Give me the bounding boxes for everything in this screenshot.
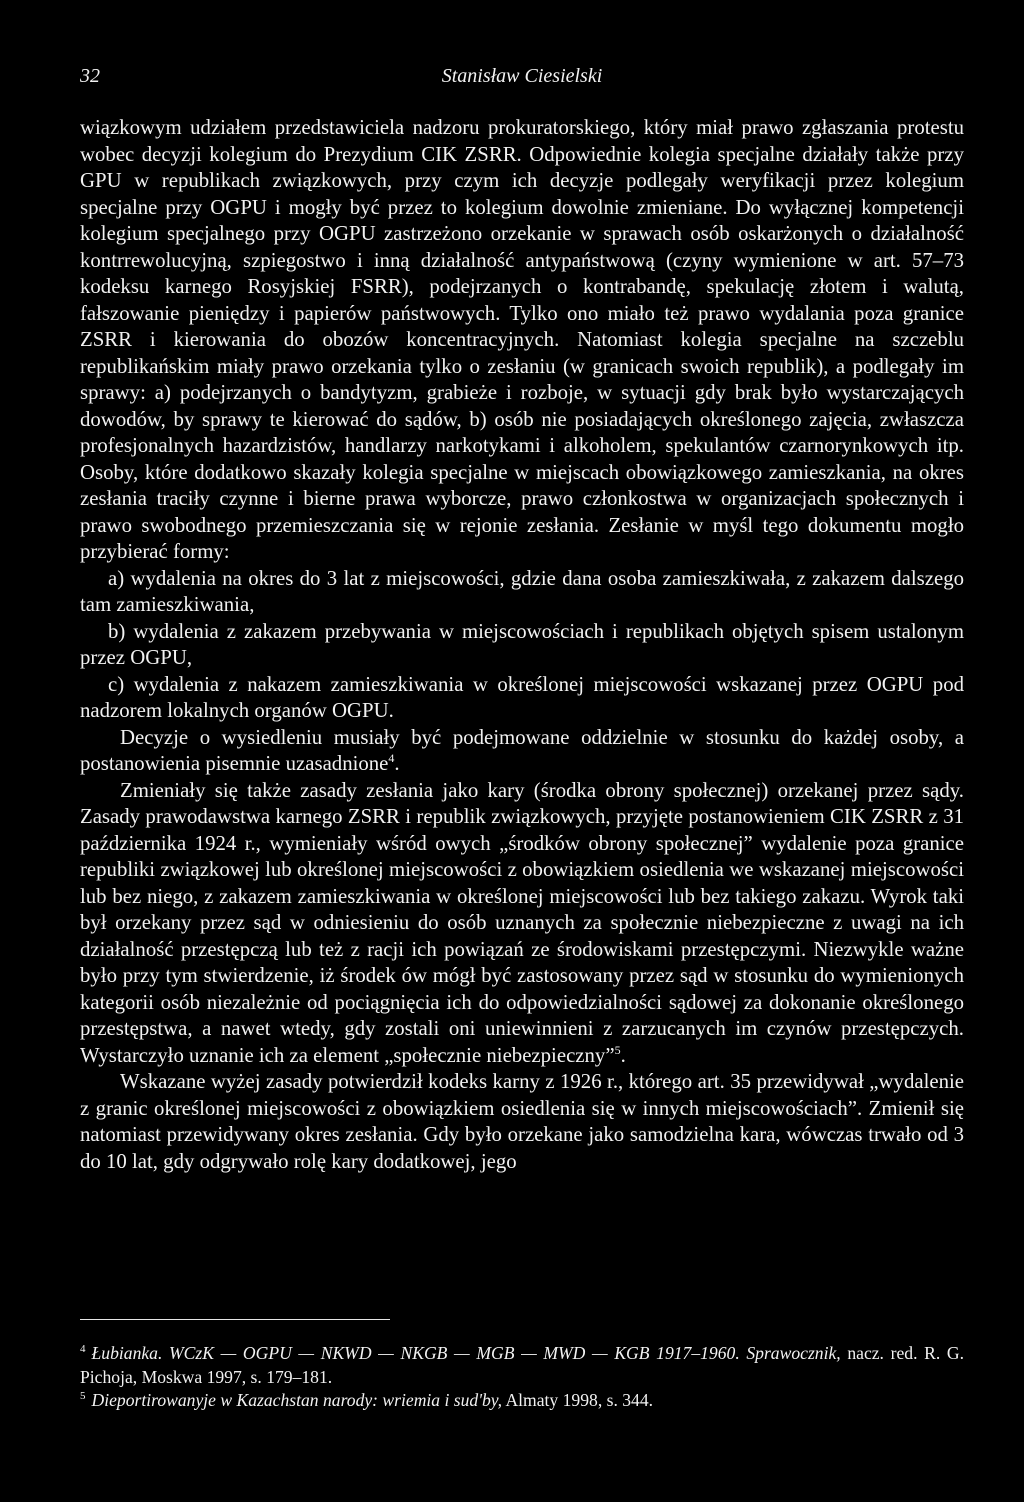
list-item-b: b) wydalenia z zakazem przebywania w miejscowościach i republikach objętych spisem ustalonym przez OGPU, <box>80 619 964 669</box>
footnote-5-mark: 5 <box>80 1390 86 1403</box>
list-item-c: c) wydalenia z nakazem zamieszkiwania w określonej miejscowości wskazanej przez OGPU pod nadzorem lokalnych organów OGPU. <box>80 672 964 722</box>
footnote-ref-5: 5 <box>614 1042 621 1057</box>
paragraph-exile-rules <box>80 778 964 1070</box>
paragraph-exile-rules-end: . <box>620 1043 626 1067</box>
list-item-a: a) wydalenia na okres do 3 lat z miejscowości, gdzie dana osoba zamieszkiwała, z zakazem dalszego tam zamieszkiwania, <box>80 566 964 616</box>
paragraph-decisions-text: Decyzje o wysiedleniu musiały być podejmowane oddzielnie w stosunku do każdej osoby, a postanowienia pisemnie uzasadnione <box>80 725 964 775</box>
running-header <box>80 64 964 88</box>
page-number: 32 <box>80 65 100 87</box>
footnote-ref-4: 4 <box>388 751 395 766</box>
paragraph-decisions <box>80 725 964 778</box>
footnote-5-title: Dieportirowanyje w Kazachstan narody: wriemia i sud'by, <box>91 1390 503 1410</box>
paragraph-exile-rules-text: Zmieniały się także zasady zesłania jako kary (środka obrony społecznej) orzekanej przez sądy. Zasady prawodawstwa karnego ZSRR i republik związkowych, przyjęte postanowieniem CIK ZSRR z 31 października 1924 r., wymieniały wśród owych „środków obrony społecznej” wydalenie poza granice republiki związkowej lub określonej miejscowości z obowiązkiem osiedlenia we wskazanej miejscowości lub bez niego, z zakazem zamieszkiwania w określonej miejscowości lub bez takiego zakazu. Wyrok taki był orzekany przez sąd w odniesieniu do osób uznanych za społecznie niebezpieczne z uwagi na ich działalność przestępczą lub też z racji ich powiązań ze środowiskami przestępczymi. Niezwykle ważne było przy tym stwierdzenie, iż środek ów mógł być zastosowany przez sąd w stosunku do wymienionych kategorii osób niezależnie od pociągnięcia ich do odpowiedzialności sądowej za dokonanie określonego przestępstwa, a nawet wtedy, gdy zostali oni uniewinnieni z zarzucanych im czynów przestępczych. Wystarczyło uznanie ich za element „społecznie niebezpieczny” <box>80 778 964 1067</box>
footnote-4-details: nacz. red. R. G. Pichoja, Moskwa 1997, s. 179–181. <box>80 1343 964 1387</box>
footnote-4 <box>80 1342 964 1389</box>
footnotes <box>80 1342 964 1413</box>
footnote-4-mark: 4 <box>80 1343 86 1356</box>
footnote-4-title: Łubianka. WCzK — OGPU — NKWD — NKGB — MGB — MWD — KGB 1917–1960. Sprawocznik, <box>91 1343 841 1363</box>
paragraph-collegium: wiązkowym udziałem przedstawiciela nadzoru prokuratorskiego, który miał prawo zgłaszania protestu wobec decyzji kolegium do Prezydium CIK ZSRR. Odpowiednie kolegia specjalne działały także przy GPU w republikach związkowych, przy czym ich decyzje podlegały weryfikacji przez kolegium specjalne przy OGPU i mogły być przez to kolegium dowolnie zmieniane. Do wyłącznej kompetencji kolegium specjalnego przy OGPU zastrzeżono orzekanie w sprawach osób oskarżonych o działalność kontrrewolucyjną, szpiegostwo i inną działalność antypaństwową (czyny wymienione w art. 57–73 kodeksu karnego Rosyjskiej FSRR), podejrzanych o kontrabandę, spekulację złotem i walutą, fałszowanie pieniędzy i papierów państwowych. Tylko ono miało też prawo wydalania poza granice ZSRR i kierowania do obozów koncentracyjnych. Natomiast kolegia specjalne na szczeblu republikańskim miały prawo orzekania tylko o zesłaniu (w granicach swoich republik), a podlegały im sprawy: a) podejrzanych o bandytyzm, grabieże i rozboje, w sytuacji gdy brak było wystarczających dowodów, by sprawy te kierować do sądów, b) osób nie posiadających określonego zajęcia, zwłaszcza profesjonalnych hazardzistów, handlarzy narkotykami i alkoholem, spekulantów czarnorynkowych itp. Osoby, które dodatkowo skazały kolegia specjalne w miejscach obowiązkowego zamieszkania, na okres zesłania traciły czynne i bierne prawa wyborcze, prawo członkostwa w organizacjach społecznych i prawo swobodnego przemieszczania się w rejonie zesłania. Zesłanie w myśl tego dokumentu mogło przybierać formy: <box>80 116 964 563</box>
footnote-divider <box>80 1319 390 1320</box>
footnote-5-details: Almaty 1998, s. 344. <box>502 1390 654 1410</box>
main-text <box>80 115 964 1175</box>
paragraph-decisions-end: . <box>394 752 400 775</box>
footnote-5 <box>80 1389 964 1413</box>
paragraph-penal-code: Wskazane wyżej zasady potwierdził kodeks karny z 1926 r., którego art. 35 przewidywał „wydalenie z granic określonej miejscowości z obowiązkiem osiedlenia się w innych miejscowościach”. Zmienił się natomiast przewidywany okres zesłania. Gdy było orzekane jako samodzielna kara, wówczas trwało od 3 do 10 lat, gdy odgrywało rolę kary dodatkowej, jego <box>80 1070 964 1173</box>
running-head-author: Stanisław Ciesielski <box>441 65 603 87</box>
